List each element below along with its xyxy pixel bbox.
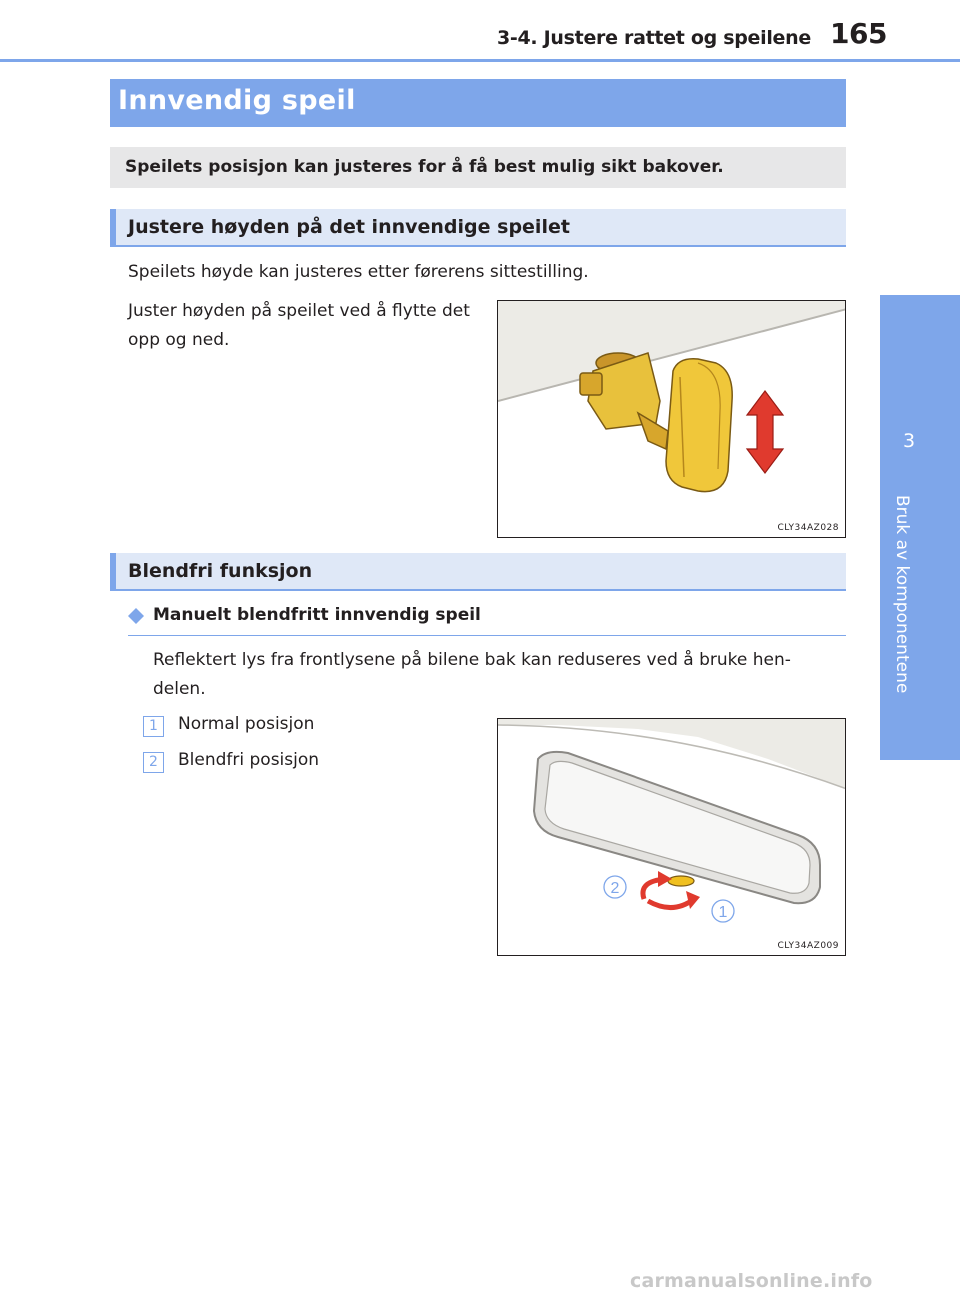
- rotate-arrow-icon: [643, 871, 700, 909]
- antiglare-subheading: Manuelt blendfritt innvendig speil: [153, 605, 481, 625]
- header-rule: [0, 59, 960, 62]
- height-section-heading-bar: [110, 209, 846, 247]
- callout-2: 2: [610, 880, 620, 897]
- page-title: Innvendig speil: [118, 85, 356, 116]
- item-number-badge: 2: [143, 752, 164, 773]
- chapter-title: Bruk av komponentene: [892, 495, 912, 694]
- figure-mirror-height: [497, 300, 846, 538]
- mirror-height-illustration: [498, 301, 846, 538]
- chapter-number: 3: [902, 430, 916, 452]
- watermark: carmanualsonline.info: [630, 1270, 873, 1292]
- height-section-heading: Justere høyden på det innvendige speilet: [128, 216, 570, 238]
- intro-box: [110, 147, 846, 188]
- item-label: Normal posisjon: [178, 714, 315, 734]
- antiglare-subheading-row: [128, 604, 846, 636]
- page-title-bar: [110, 79, 846, 127]
- figure-antiglare-lever: [497, 718, 846, 956]
- figure-code-antiglare: CLY34AZ009: [777, 941, 839, 951]
- diamond-bullet-icon: [128, 608, 144, 624]
- antiglare-section-heading-bar: [110, 553, 846, 591]
- height-text-1: Speilets høyde kan justeres etter førerens sittestilling.: [128, 262, 589, 282]
- height-text-2-line2: opp og ned.: [128, 330, 230, 350]
- callout-1: 1: [718, 904, 728, 921]
- figure-code-height: CLY34AZ028: [777, 523, 839, 533]
- intro-text: Speilets posisjon kan justeres for å få best mulig sikt bakover.: [125, 157, 724, 177]
- antiglare-mirror-illustration: [498, 719, 846, 956]
- chapter-tab: [880, 295, 960, 760]
- height-text-2-line1: Juster høyden på speilet ved å flytte det: [128, 301, 470, 321]
- antiglare-text-line1: Reflektert lys fra frontlysene på bilene bak kan reduseres ved å bruke hen-: [153, 650, 791, 670]
- item-label: Blendfri posisjon: [178, 750, 320, 770]
- page-number: 165: [830, 17, 887, 50]
- up-down-arrow-icon: [747, 391, 783, 473]
- running-header-section: 3-4. Justere rattet og speilene: [497, 27, 811, 49]
- antiglare-section-heading: Blendfri funksjon: [128, 560, 313, 582]
- item-number-badge: 1: [143, 716, 164, 737]
- antiglare-text-line2: delen.: [153, 679, 206, 699]
